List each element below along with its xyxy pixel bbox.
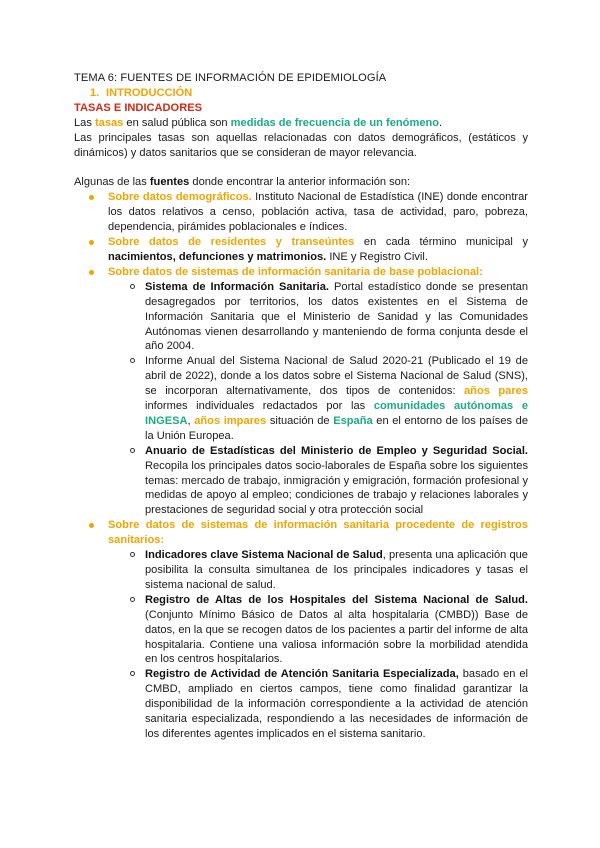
subitem-text: (Conjunto Mínimo Básico de Datos al alta hospitalaria (CMBD)) Base de datos, en la que se recogen datos de los pacientes a partir del informe de alta hospitalaria. Contiene una valiosa información sobre la morbilidad atendida en los centros hospitalarios. [145, 608, 528, 666]
sublist-base-poblacional [108, 280, 528, 519]
paragraph-tasas [74, 116, 528, 131]
bullet-icon [89, 195, 94, 200]
item-heading: Sobre datos de sistemas de información sanitaria de base poblacional: [108, 265, 483, 278]
list-item-residentes [74, 235, 528, 265]
list-item-base-poblacional [74, 265, 528, 518]
item-heading: Sobre datos de sistemas de información sanitaria procedente de registros sanitarios: [108, 519, 528, 547]
item-heading: Sobre datos demográficos. [108, 191, 252, 204]
subitem-text: Portal estadístico donde se presentan desagregados por territorios, los datos existentes en el Sistema de Información Sanitaria que el Ministerio de Sanidad y las Comunidades Autónomas vienen desarrollando y manteniendo de forma conjunta desde el año 2004. [145, 280, 528, 353]
text-run: en salud pública son [123, 116, 231, 129]
sources-list [74, 190, 528, 742]
item-heading: Sobre datos de residentes y transeúntes [108, 236, 355, 249]
subsection-heading: TASAS E INDICADORES [74, 101, 203, 114]
highlight-medidas: medidas de frecuencia de un fenómeno [230, 116, 440, 129]
circle-bullet-icon [130, 597, 135, 602]
circle-bullet-icon [130, 448, 135, 453]
bullet-icon [89, 523, 94, 528]
sublist-registros [108, 548, 528, 742]
circle-bullet-icon [130, 284, 135, 289]
item-bold: nacimientos, defunciones y matrimonios. [108, 250, 327, 263]
subitem-text: basado en el CMBD, ampliado en ciertos campos, tiene como finalidad garantizar la disponibilidad de la información correspondiente a la actividad de atención sanitaria especializada, respondiendo a las necesidades de información de los diferentes agentes implicados en el sistema sanitario. [145, 668, 528, 740]
subitem-text: en el entorno de los países de la Unión Europea. [145, 414, 528, 442]
circle-bullet-icon [130, 671, 135, 676]
list-item-registros-sanitarios [74, 518, 528, 742]
document-title: TEMA 6: FUENTES DE INFORMACIÓN DE EPIDEMIOLOGÍA [74, 72, 387, 84]
circle-bullet-icon [130, 552, 135, 557]
bold-fuentes: fuentes [149, 176, 190, 189]
subitem-text: informes individuales redactados por las [145, 400, 374, 413]
text-run: Las [74, 116, 95, 129]
item-text: INE y Registro Civil. [326, 250, 428, 263]
text-run: donde encontrar la anterior información son: [189, 176, 411, 189]
highlight-anos-pares: años pares [464, 385, 528, 398]
subitem-text: Informe Anual del Sistema Nacional de Salud 2020-21 (Publicado el 19 de abril de 2022), donde a los datos sobre el Sistema Nacional de Salud (SNS), se incorporan alternativamente, dos tipos de contenidos: [145, 355, 528, 398]
subitem-text: Recopila los principales datos socio-laborales de España sobre los siguientes temas: mercado de trabajo, inmigración y emigración, formación profesional y medidas de apoyo al empleo; condiciones de trabajo y relaciones laborales y prestaciones de seguridad social y otra protección social [145, 459, 528, 517]
section-number: 1. [90, 86, 100, 99]
subitem-text: , [187, 414, 195, 427]
bullet-icon [89, 270, 94, 275]
subitem-text: , presenta una aplicación que posibilita la consulta simultanea de los principales indicadores y tasas el sistema nacional de salud. [145, 549, 528, 591]
subitem-text: situación de [266, 414, 334, 427]
sublist-item-anuario [108, 444, 528, 519]
subitem-heading: Registro de Altas de los Hospitales del Sistema Nacional de Salud. [145, 593, 528, 606]
subitem-heading: Anuario de Estadísticas del Ministerio de Empleo y Seguridad Social. [145, 444, 528, 457]
item-text: en cada término municipal y [354, 236, 528, 249]
highlight-comunidades: comunidades autónomas e INGESA [145, 400, 528, 427]
highlight-espana: España [333, 414, 373, 427]
circle-bullet-icon [130, 358, 135, 363]
highlight-tasas: tasas [94, 116, 124, 129]
text-run: Algunas de las [74, 176, 150, 189]
item-text: Instituto Nacional de Estadística (INE) donde encontrar los datos relativos a censo, población activa, tasa de actividad, paro, pobreza, dependencia, pirámides poblacionales e índices. [108, 191, 528, 234]
section-heading-introduccion [90, 86, 528, 101]
subitem-heading: Sistema de Información Sanitaria. [145, 280, 329, 293]
subitem-heading: Indicadores clave Sistema Nacional de Salud [145, 549, 383, 562]
sublist-item-indicadores-clave [108, 548, 528, 593]
sublist-item-registro-altas [108, 593, 528, 668]
list-item-demograficos [74, 190, 528, 235]
paragraph-fuentes [74, 175, 528, 190]
bullet-icon [89, 240, 94, 245]
section-label: INTRODUCCIÓN [106, 86, 193, 99]
sublist-item-sistema-informacion [108, 280, 528, 355]
sublist-item-informe-anual [108, 354, 528, 443]
spacer [74, 160, 528, 175]
text-run: . [439, 116, 443, 129]
subitem-heading: Registro de Actividad de Atención Sanitaria Especializada, [145, 668, 459, 681]
sublist-item-registro-actividad [108, 667, 528, 742]
highlight-anos-impares: años impares [194, 414, 267, 427]
paragraph-principales-tasas: Las principales tasas son aquellas relacionadas con datos demográficos, (estáticos y dinámicos) y datos sanitarios que se consideran de mayor relevancia. [74, 131, 528, 159]
